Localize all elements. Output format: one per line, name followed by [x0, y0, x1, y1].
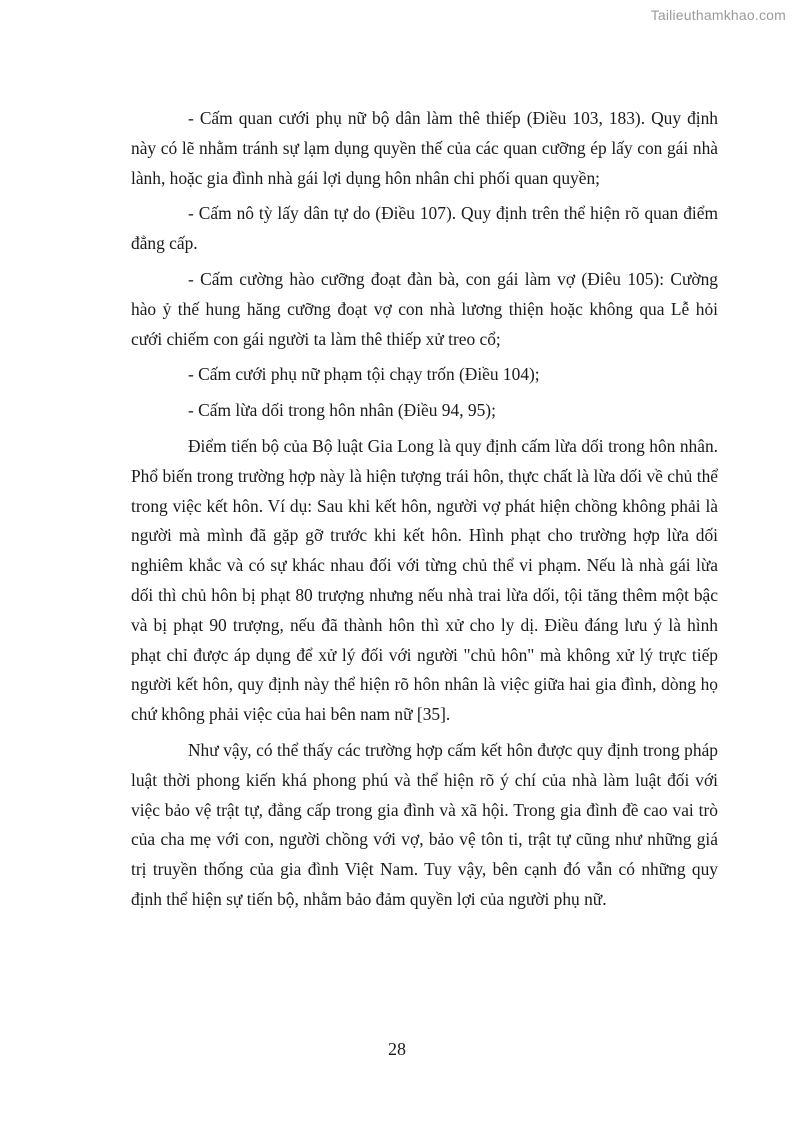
document-body	[131, 104, 718, 915]
paragraph-cuong-hao: - Cấm cường hào cưỡng đoạt đàn bà, con gái làm vợ (Điêu 105): Cường hào ỷ thế hung hăng cưỡng đoạt vợ con nhà lương thiện hoặc không qua Lễ hỏi cưới chiếm con gái người ta làm thê thiếp xử treo cổ;	[131, 268, 718, 349]
watermark-text: Tailieuthamkhao.com	[650, 7, 786, 23]
paragraph-lua-doi: - Cấm lừa dối trong hôn nhân (Điều 94, 95);	[188, 400, 496, 421]
paragraph-ban-quan-cuoi: - Cấm quan cưới phụ nữ bộ dân làm thê thiếp (Điều 103, 183). Quy định này có lẽ nhằm tránh sự lạm dụng quyền thế của các quan cưỡng ép lấy con gái nhà lành, hoặc gia đình nhà gái lợi dụng hôn nhân chi phối quan quyền;	[131, 108, 718, 188]
paragraph-nhu-vay: Như vậy, có thể thấy các trường hợp cấm kết hôn được quy định trong pháp luật thời phong kiến khá phong phú và thể hiện rõ ý chí của nhà làm luật đối với việc bảo vệ trật tự, đẳng cấp trong gia đình và xã hội. Trong gia đình đề cao vai trò của cha mẹ với con, người chồng với vợ, bảo vệ tôn ti, trật tự cũng như những giá trị truyền thống của gia đình Việt Nam. Tuy vậy, bên cạnh đó vẫn có những quy định thể hiện sự tiến bộ, nhằm bảo đảm quyền lợi của người phụ nữ.	[131, 739, 718, 909]
paragraph-diem-tien-bo: Điểm tiến bộ của Bộ luật Gia Long là quy định cấm lừa dối trong hôn nhân. Phổ biến trong trường hợp này là hiện tượng trái hôn, thực chất là lừa dối về chủ thể trong việc kết hôn. Ví dụ: Sau khi kết hôn, người vợ phát hiện chồng không phải là người mà mình đã gặp gỡ trước khi kết hôn. Hình phạt cho trường hợp lừa dối nghiêm khắc và có sự khác nhau đối với từng chủ thể vi phạm. Nếu là nhà gái lừa dối thì chủ hôn bị phạt 80 trượng nhưng nếu nhà trai lừa dối, tội tăng thêm một bậc và bị phạt 90 trượng, nếu đã thành hôn thì xử cho ly dị. Điều đáng lưu ý là hình phạt chỉ được áp dụng để xử lý đối với người "chủ hôn" mà không xử lý trực tiếp người kết hôn, quy định này thể hiện rõ hôn nhân là việc giữa hai gia đình, dòng họ chứ không phải việc của hai bên nam nữ [35].	[131, 435, 718, 725]
page-number: 28	[388, 1039, 406, 1059]
paragraph-no-ty: - Cấm nô tỳ lấy dân tự do (Điều 107). Quy định trên thể hiện rõ quan điểm đẳng cấp.	[131, 203, 718, 254]
paragraph-pham-toi: - Cấm cưới phụ nữ phạm tội chạy trốn (Điều 104);	[188, 364, 540, 385]
